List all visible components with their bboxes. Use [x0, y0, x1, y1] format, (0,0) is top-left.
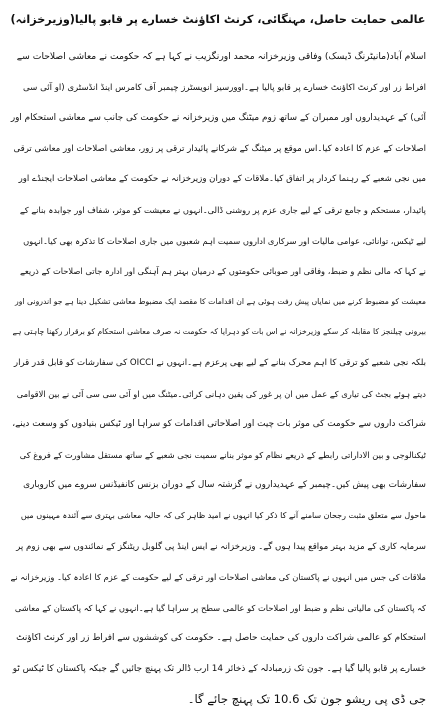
article-line: لیے ٹیکس، توانائی، عوامی مالیات اور سرکاری اداروں سمیت اہم شعبوں میں جاری اصلاحات کا تذکرہ بھی کیا۔انہوں: [23, 235, 426, 246]
article-line: اسلام آباد(مانیٹرنگ ڈیسک) وفاقی وزیرخزانہ محمد اورنگزیب نے کہا ہے کہ حکومت نے معاشی اصلاحات سے: [16, 51, 426, 62]
article-line: بیرونی چیلنجز کا مقابلہ کر سکے وزیرخزانہ نے اس بات کو دہرایا کہ حکومت نہ صرف معاشی استحکام کو برقرار رکھنا چاہتی ہے: [12, 327, 426, 337]
article-line: افراط زر اور کرنٹ اکاؤنٹ خسارے پر قابو پالیا ہے۔اوورسیز انویسٹرز چیمبر آف کامرس اینڈ انڈسٹری (او آئی سی: [23, 82, 426, 93]
article-line: سفارشات بھی پیش کیں۔چیمبر کے عہدیداروں نے گزشتہ سال کے دوران بزنس کانفیڈنس سروے میں کاروباری: [23, 480, 426, 491]
article-line: آئی) کے عہدیداروں اور ممبران کے ساتھ زوم میٹنگ میں وزیرخزانہ نے حکومت کی جانب سے معاشی استحکام اور: [10, 113, 426, 124]
article-line: اصلاحات کے عزم کا اعادہ کیا۔اس موقع پر میٹنگ کے شرکانے پائیدار ترقی پر زور، معاشی اصلاحات اور معاشی ترقی: [13, 143, 426, 154]
article-line: ٹیکنالوجی و بین الاداراتی رابطے کے ذریعے نظام کو موثر بنانے سمیت نجی شعبے کے ساتھ مستقل مشاورت کے فروغ کی: [19, 449, 426, 460]
article-line: دیتے ہوئے بجٹ کی تیاری کے عمل میں ان پر غور کی یقین دہانی کرائی۔میٹنگ میں او آئی سی سی آئی نے بین الاقوامی: [16, 388, 426, 399]
article-line: سرمایہ کاری کے مزید بہتر مواقع پیدا ہوں گے۔ وزیرخزانہ نے ایس اینڈ پی گلوبل ریٹنگز کے نمائندوں سے بھی زوم پر: [16, 541, 426, 552]
article-line: معیشت کو مضبوط کرنے میں نمایاں پیش رفت ہوئی ہے ان اقدامات کا مقصد ایک مضبوط معاشی تشکیل دینا ہے جو اندرونی اور: [15, 296, 426, 306]
article-line: ماحول سے متعلق مثبت رجحان سامنے آنے کا ذکر کیا انہوں نے امید ظاہر کی کہ حالیہ معاشی بہتری سے آئندہ مہینوں میں: [20, 510, 426, 520]
article-headline: عالمی حمایت حاصل، مہنگائی، کرنٹ اکاؤنٹ خسارے پر قابو پالیا(وزیرخزانہ): [10, 13, 426, 26]
article-line: خسارے پر قابو پالیا گیا ہے۔ جون تک زرمبادلہ کے ذخائر 14 ارب ڈالر تک پہنچ جائیں گے جبکہ پاکستان کا ٹیکس ٹو: [12, 663, 426, 674]
article-body: [10, 42, 426, 715]
article-line: نے کہا کہ مالی نظم و ضبط، وفاقی اور صوبائی حکومتوں کے درمیان بہتر ہم آہنگی اور ادارہ جاتی اصلاحات کے ذریعے: [20, 266, 426, 277]
article-line: استحکام کو عالمی شراکت داروں کی حمایت حاصل ہے۔ حکومت کی کوششوں سے افراط زر اور کرنٹ اکاؤنٹ: [16, 633, 426, 644]
article-line: پائیدار، مستحکم و جامع ترقی کے لیے جاری عزم پر روشنی ڈالی۔انہوں نے معیشت کو موثر، شفاف اور جوابدہ بنانے کے: [19, 204, 426, 215]
article-line: میں نجی شعبے کے رہنما کردار پر اتفاق کیا۔ملاقات کے دوران وزیرخزانہ نے حکومت کے معاشی اصلاحات ایجنڈے اور: [18, 174, 426, 185]
article-line: کہ پاکستان کی مالیاتی نظم و ضبط اور اصلاحات کو عالمی سطح پر سراہا گیا ہے۔انہوں نے کہا کہ پاکستان کے معاشی: [14, 602, 426, 613]
article-line: ملاقات کی جس میں انہوں نے پاکستان کی معاشی اصلاحات اور ترقی کے لیے حکومت کے عزم کا اعادہ کیا۔ وزیرخزانہ نے: [10, 572, 426, 583]
article-line: شراکت داروں سے حکومت کی موثر بات چیت اور اصلاحاتی اقدامات کو سراہا اور ٹیکس بنیادوں کو وسعت دینے،: [12, 419, 426, 430]
article-line: بلکہ نجی شعبے کو ترقی کا اہم محرک بنانے کے لیے بھی پرعزم ہے۔انہوں نے OICCI کی سفارشات کو قابل قدر قرار: [13, 357, 426, 368]
article-line: جی ڈی پی ریشو جون تک 10.6 تک پہنچ جائے گا۔: [187, 692, 426, 707]
